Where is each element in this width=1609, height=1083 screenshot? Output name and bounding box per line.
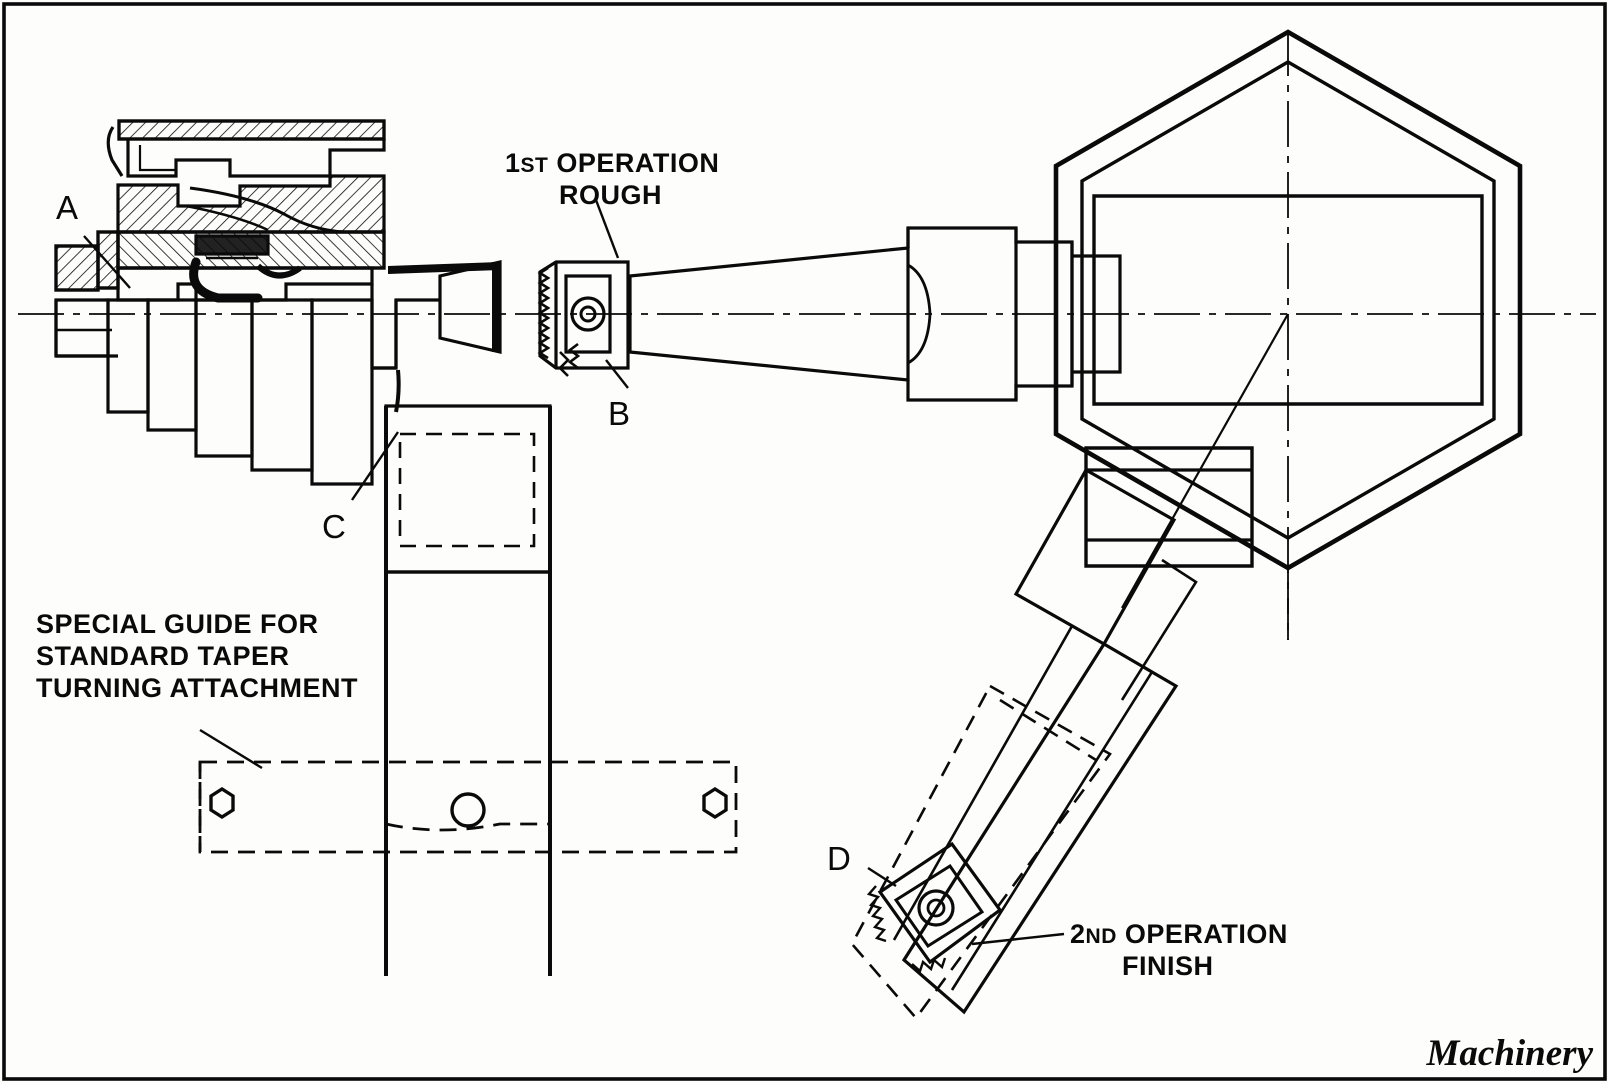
annotation-first-operation-suffix: ST bbox=[520, 154, 549, 177]
annotation-second-operation-rest: OPERATION bbox=[1116, 919, 1288, 949]
callout-label-d: D bbox=[827, 840, 851, 877]
annotation-second-operation-suffix: ND bbox=[1085, 925, 1117, 948]
publication-signature: Machinery bbox=[1426, 1033, 1593, 1074]
guide-bar-dashed bbox=[200, 762, 736, 852]
callout-label-b: B bbox=[608, 395, 631, 432]
tool-holder-finish bbox=[869, 844, 1000, 971]
callout-label-c: C bbox=[322, 508, 346, 545]
leader-b bbox=[606, 360, 628, 388]
annotation-special-guide bbox=[36, 609, 358, 705]
annotation-special-guide-line2: STANDARD TAPER bbox=[36, 640, 290, 671]
leader-d bbox=[868, 868, 896, 886]
leader-c bbox=[352, 432, 398, 500]
figure-border bbox=[4, 4, 1605, 1079]
callout-label-a: A bbox=[56, 189, 79, 226]
annotation-second-operation-line1: 2 bbox=[1070, 919, 1086, 949]
annotation-special-guide-line3: TURNING ATTACHMENT bbox=[36, 672, 358, 703]
annotation-special-guide-line1: SPECIAL GUIDE FOR bbox=[36, 609, 319, 639]
annotation-second-operation-line2: FINISH bbox=[1122, 950, 1214, 981]
tool-holder-rough bbox=[540, 262, 628, 376]
annotation-second-operation bbox=[1070, 919, 1288, 983]
annotation-first-operation bbox=[505, 148, 719, 212]
annotation-first-operation-line1: 1 bbox=[505, 148, 521, 178]
annotation-first-operation-line2: ROUGH bbox=[559, 179, 662, 210]
annotation-first-operation-rest: OPERATION bbox=[548, 148, 720, 178]
chuck-assembly bbox=[56, 121, 500, 484]
